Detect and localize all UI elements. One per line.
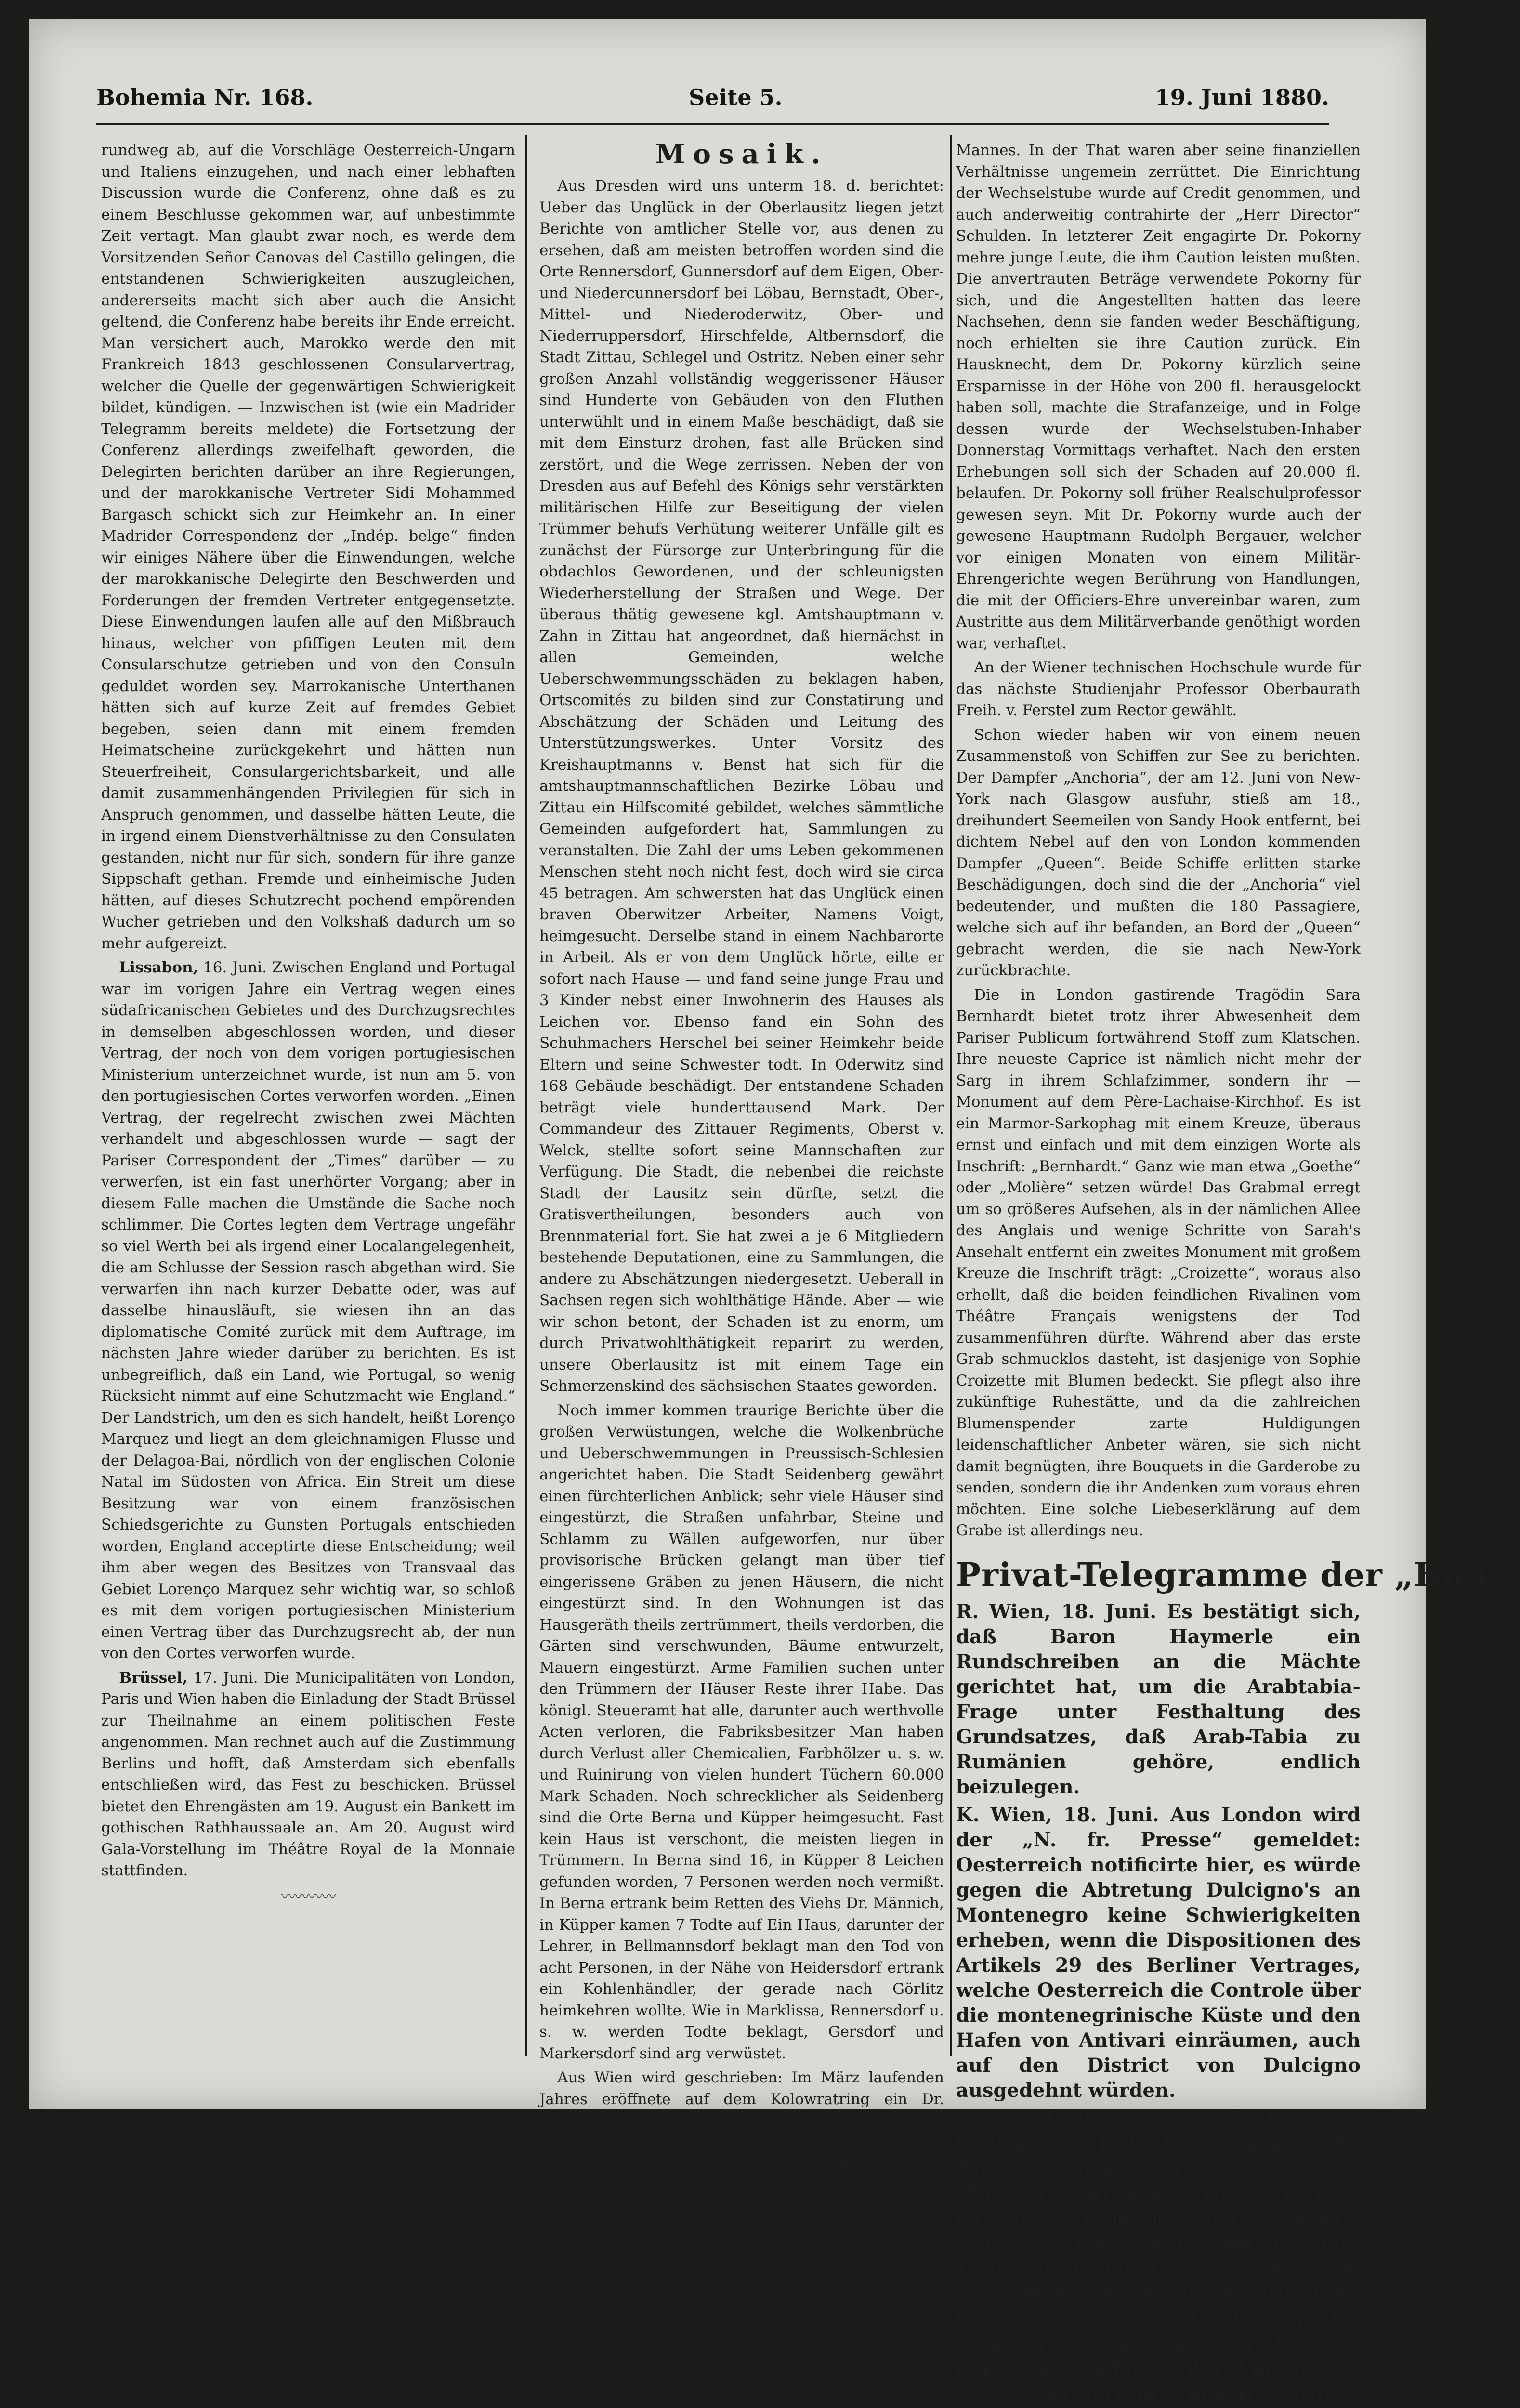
article-bernhardt: Die in London gastirende Tragödin Sara Bernhardt bietet trotz ihrer Abwesenheit dem Pariser Publicum fortwährend Stoff zum Klatschen. Ihre neueste Caprice ist nämlich nicht mehr der Sarg in ihrem Schlafzimmer, sondern ihr — Monument auf dem Père-Lachaise-Kirchhof. Es ist ein Marmor-Sarkophag mit einem Kreuze, überaus ernst und einfach und mit dem einzigen Worte als Inschrift: „Bernhardt.“ Ganz wie man etwa „Goethe“ oder „Molière“ setzen würde! Das Grabmal erregt um so größeres Aufsehen, als in der nämlichen Allee des Anglais und wenige Schritte von Sarah's Ansehalt entfernt ein zweites Monument mit großem Kreuze die Inschrift trägt: „Croizette“, woraus also erhellt, daß die beiden feindlichen Rivalinen vom Théâtre Français wenigstens der Tod zusammenführen dürfte. Während aber das erste Grab schmucklos dasteht, ist dasjenige von Sophie Croizette mit Blumen bedeckt. Sie pflegt also ihre zukünftige Ruhestätte, und da die zahlreichen Blumenspender zarte Huldigungen leidenschaftlicher Anbeter wären, sie sich nicht damit begnügten, ihre Bouquets in die Garderobe zu senden, sondern die ihr Andenken zum voraus ehren möchten. Eine solche Liebeserklärung auf dem Grabe ist allerdings neu.: [956, 984, 1361, 1542]
newspaper-page: [29, 19, 1426, 2109]
section-title-mosaik: Mosaik.: [539, 140, 944, 169]
telegram-berlin: —m— Berlin, 18. Juni. Bei der heutigen Debatte über die Kirchenvorlage sagte der Cultus-Minister Puttkamer: Diese Vorlage ist das fundamentalste Gesetz, welches seit Jahrzehnten dem Landtage gemacht worden ist. Wenn die Vorlage angenommen wird, dann hoffe ich, wird die Centrumspartei allmälig verdunsten, das ist der politische Gedanke der Vorlage. — Diese Erklärung macht großes: [956, 2106, 1361, 2408]
article-wien-pokorny: Aus Wien wird geschrieben: Im März laufenden Jahres eröffnete auf dem Kolowratring ein Dr. Philipp Ignaz Pokorny eine Wechselstube „zur Continentalbank.“ Auf der riesigen Firmatafel, die über dem Portale angebracht war, stand der Name des Wechselstuben-Inhabers und die Worte: „Continentalbank“ mit großen Lettern, dagegen war das Wörtchen „zur“ so klein geschrieben, daß man es mit unbewaffneten Augen fast nicht sehen konnte. Dr. Pokorny gerirte sich auch als Director der Continentalbank und gab sich den Anschein eines vermögenden: [539, 2067, 944, 2324]
article-lissabon: [101, 957, 515, 1664]
article-morocco: rundweg ab, auf die Vorschläge Oesterreich-Ungarn und Italiens einzugehen, und nach einer lebhaften Discussion wurde die Conferenz, ohne daß es zu einem Beschlusse gekommen war, auf unbestimmte Zeit vertagt. Man glaubt zwar noch, es werde dem Vorsitzenden Señor Canovas del Castillo gelingen, die entstandenen Schwierigkeiten auszugleichen, andererseits macht sich aber auch die Ansicht geltend, die Conferenz habe bereits ihr Ende erreicht. Man versichert auch, Marokko werde den mit Frankreich 1843 geschlossenen Consularvertrag, welcher die Quelle der gegenwärtigen Schwierigkeit bildet, kündigen. — Inzwischen ist (wie ein Madrider Telegramm bereits meldete) die Fortsetzung der Conferenz allerdings zweifelhaft geworden, die Delegirten berichten darüber an ihre Regierungen, und der marokkanische Vertreter Sidi Mohammed Bargasch schickt sich zur Heimkehr an. In einer Madrider Correspondenz der „Indép. belge“ finden wir einiges Nähere über die Einwendungen, welche der marokkanische Delegirte den Beschwerden und Forderungen der fremden Vertreter entgegensetzte. Diese Einwendungen laufen alle auf den Mißbrauch hinaus, welcher von pfiffigen Leuten mit dem Consularschutze getrieben und von den Consuln geduldet worden sey. Marrokanische Unterthanen hätten sich auf kurze Zeit auf fremdes Gebiet begeben, seien dann mit einem fremden Heimatscheine zurückgekehrt und hätten nun Steuerfreiheit, Consulargerichtsbarkeit, und alle damit zusammenhängenden Privilegien für sich in Anspruch genommen, und dasselbe hätten Leute, die in irgend einem Dienstverhältnisse zu den Consulaten gestanden, nicht nur für sich, sondern für ihre ganze Sippschaft gethan. Fremde und einheimische Juden hätten, auf dieses Schutzrecht pochend empörenden Wucher getrieben und den Volkshaß dadurch um so mehr aufgereizt.: [101, 140, 515, 954]
page-number: Seite 5.: [689, 84, 783, 110]
article-pokorny-cont: Mannes. In der That waren aber seine finanziellen Verhältnisse ungemein zerrüttet. Die Einrichtung der Wechselstube wurde auf Credit genommen, und auch anderweitig contrahirte der „Herr Director“ Schulden. In letzterer Zeit engagirte Dr. Pokorny mehre junge Leute, die ihm Caution leisten mußten. Die anvertrauten Beträge verwendete Pokorny für sich, und die Angestellten hatten das leere Nachsehen, denn sie fanden weder Beschäftigung, noch erhielten sie ihre Caution zurück. Ein Hausknecht, dem Dr. Pokorny kürzlich seine Ersparnisse in der Höhe von 200 fl. herausgelockt haben soll, machte die Strafanzeige, und in Folge dessen wurde der Wechselstuben-Inhaber Donnerstag Vormittags verhaftet. Nach den ersten Erhebungen soll sich der Schaden auf 20.000 fl. belaufen. Dr. Pokorny soll früher Realschulprofessor gewesen seyn. Mit Dr. Pokorny wurde auch der gewesene Hauptmann Rudolph Bergauer, welcher vor einigen Monaten von einem Militär-Ehrengerichte wegen Berührung von Handlungen, die mit der Officiers-Ehre unvereinbar waren, zum Austritte aus dem Militärverbande genöthigt worden war, verhaftet.: [956, 140, 1361, 654]
running-head: [96, 84, 1329, 123]
dateline-bruessel: Brüssel,: [119, 1669, 187, 1687]
column-middle: [539, 140, 944, 2056]
masthead-issue: Bohemia Nr. 168.: [96, 84, 313, 110]
column-rule-left: [525, 135, 527, 2056]
article-bruessel: [101, 1667, 515, 1882]
column-left: [101, 140, 515, 2056]
issue-date: 19. Juni 1880.: [1155, 84, 1329, 110]
section-title-telegramme: Privat-Telegramme der „Boh.“: [956, 1556, 1361, 1595]
dateline-lissabon: Lissabon,: [119, 959, 198, 976]
telegram-list: [956, 1599, 1361, 2408]
article-lissabon-body: Zwischen England und Portugal war im vorigen Jahre ein Vertrag wegen eines südafricanischen Gebietes und des Durchzugsrechtes in demselben abgeschlossen worden, und dieser Vertrag, der noch von dem vorigen portugiesischen Ministerium unterzeichnet wurde, ist nun am 5. von den portugiesischen Cortes verworfen worden. „Einen Vertrag, der regelrecht zwischen zwei Mächten verhandelt und abgeschlossen wurde — sagt der Pariser Correspondent der „Times“ darüber — zu verwerfen, ist ein fast unerhörter Vorgang; aber in diesem Falle machen die Umstände die Sache noch schlimmer. Die Cortes legten dem Vertrage ungefähr so viel Werth bei als irgend einer Localangelegenheit, die am Schlusse der Session rasch abgethan wird. Sie verwarfen ihn nach kurzer Debatte oder, was auf dasselbe hinausläuft, sie wiesen ihn an das diplomatische Comité zurück mit dem Auftrage, im nächsten Jahre wieder darüber zu berichten. Es ist unbegreiflich, daß ein Land, wie Portugal, so wenig Rücksicht nimmt auf eine Schutzmacht wie England.“ Der Landstrich, um den es sich handelt, heißt Lorenço Marquez und liegt an dem gleichnamigen Flusse und der Delagoa-Bai, nördlich von der englischen Colonie Natal im Südosten von Africa. Ein Streit um diese Besitzung war von einem französischen Schiedsgerichte zu Gunsten Portugals entschieden worden, England acceptirte diese Entscheidung; weil ihm aber wegen des Besitzes von Transvaal das Gebiet Lorenço Marquez sehr wichtig war, so schloß es mit dem vorigen portugiesischen Ministerium einen Vertrag über das Durchzugsrecht ab, der nun von den Cortes verworfen wurde.: [101, 959, 515, 1662]
article-anchoria: Schon wieder haben wir von einem neuen Zusammenstoß von Schiffen zur See zu berichten. Der Dampfer „Anchoria“, der am 12. Juni von New-York nach Glasgow ausfuhr, stieß am 18., dreihundert Seemeilen von Sandy Hook entfernt, bei dichtem Nebel auf den von London kommenden Dampfer „Queen“. Beide Schiffe erlitten starke Beschädigungen, doch sind die der „Anchoria“ viel bedeutender, und mußten die 180 Passagiere, welche sich auf ihr befanden, an Bord der „Queen“ gebracht werden, die sie nach New-York zurückbrachte.: [956, 724, 1361, 982]
column-right: [956, 140, 1361, 2056]
article-hochschule: An der Wiener technischen Hochschule wurde für das nächste Studienjahr Professor Oberbaurath Freih. v. Ferstel zum Rector gewählt.: [956, 657, 1361, 721]
dateline-bruessel-date: 17. Juni.: [194, 1669, 258, 1687]
article-silesia: Noch immer kommen traurige Berichte über die großen Verwüstungen, welche die Wolkenbrüche und Ueberschwemmungen in Preussisch-Schlesien angerichtet haben. Die Stadt Seidenberg gewährt einen fürchterlichen Anblick; sehr viele Häuser sind eingestürzt, die Straßen unfahrbar, Steine und Schlamm zu Wällen aufgeworfen, nur über provisorische Brücken gelangt man über tief eingerissene Gräben zu jenen Häusern, die nicht eingestürzt sind. In den Wohnungen ist das Hausgeräth theils zertrümmert, theils verdorben, die Gärten sind verschwunden, Bäume entwurzelt, Mauern eingestürzt. Arme Familien suchen unter den Trümmern der Häuser Reste ihrer Habe. Das königl. Steueramt hat alle, darunter auch werthvolle Acten verloren, die Fabriksbesitzer Man haben durch Verlust aller Chemicalien, Farbhölzer u. s. w. und Ruinirung von vielen hundert Tüchern 60.000 Mark Schaden. Noch schrecklicher als Seidenberg sind die Orte Berna und Küpper heimgesucht. Fast kein Haus ist verschont, die meisten liegen in Trümmern. In Berna sind 16, in Küpper 8 Leichen gefunden worden, 7 Personen werden noch vermißt. In Berna ertrank beim Retten des Viehs Dr. Männich, in Küpper kamen 7 Todte auf Ein Haus, darunter der Lehrer, in Bellmannsdorf beklagt man den Tod von acht Personen, in der Nähe von Heidersdorf ertrank ein Kohlenhändler, der gerade nach Görlitz heimkehren wollte. Wie in Marklissa, Rennersdorf u. s. w. werden Todte beklagt, Gersdorf und Markersdorf sind arg verwüstet.: [539, 1400, 944, 2065]
article-dresden: Aus Dresden wird uns unterm 18. d. berichtet: Ueber das Unglück in der Oberlausitz liegen jetzt Berichte von amtlicher Stelle vor, aus denen zu ersehen, daß am meisten betroffen worden sind die Orte Rennersdorf, Gunnersdorf auf dem Eigen, Ober- und Niedercunnersdorf bei Löbau, Bernstadt, Ober-, Mittel- und Niederoderwitz, Ober- und Niederruppersdorf, Hirschfelde, Altbernsdorf, die Stadt Zittau, Schlegel und Ostritz. Neben einer sehr großen Anzahl vollständig weggerissener Häuser sind Hunderte von Gebäuden von den Fluthen unterwühlt und in einem Maße beschädigt, daß sie mit dem Einsturz drohen, fast alle Brücken sind zerstört, und die Wege zerrissen. Neben der von Dresden aus auf Befehl des Königs sehr verstärkten militärischen Hilfe zur Beseitigung der vielen Trümmer behufs Verhütung weiterer Unfälle gilt es zunächst der Fürsorge zur Unterbringung für die obdachlos Gewordenen, und der schleunigsten Wiederherstellung der Straßen und Wege. Der überaus thätig gewesene kgl. Amtshauptmann v. Zahn in Zittau hat angeordnet, daß hiernächst in allen Gemeinden, welche Ueberschwemmungsschäden zu beklagen haben, Ortscomités zu bilden sind zur Constatirung und Abschätzung der Schäden und Leitung des Unterstützungswerkes. Unter Vorsitz des Kreishauptmanns v. Benst hat sich für die amtshauptmannschaftlichen Bezirke Löbau und Zittau ein Hilfscomité gebildet, welches sämmtliche Gemeinden aufgefordert hat, Sammlungen zu veranstalten. Die Zahl der ums Leben gekommenen Menschen steht noch nicht fest, doch wird sie circa 45 betragen. Am schwersten hat das Unglück einen braven Oberwitzer Arbeiter, Namens Voigt, heimgesucht. Derselbe stand in einem Nachbarorte in Arbeit. Als er von dem Unglück hörte, eilte er sofort nach Hause — und fand seine junge Frau und 3 Kinder nebst einer Inwohnerin des Hauses als Leichen vor. Ebenso fand ein Sohn des Schuhmachers Herschel bei seiner Heimkehr beide Eltern und seine Schwester todt. In Oderwitz sind 168 Gebäude beschädigt. Der entstandene Schaden beträgt viele hunderttausend Mark. Der Commandeur des Zittauer Regiments, Oberst v. Welck, stellte sofort seine Mannschaften zur Verfügung. Die Stadt, die nebenbei die reichste Stadt der Lausitz sein dürfte, setzt die Gratisvertheilungen, besonders auch von Brennmaterial fort. Sie hat zwei a je 6 Mitgliedern bestehende Deputationen, eine zu Sammlungen, die andere zu Abschätzungen niedergesetzt. Ueberall in Sachsen regen sich wohlthätige Hände. Aber — wie wir schon betont, der Schaden ist zu enorm, um durch Privatwohlthätigkeit reparirt zu werden, unsere Oberlausitz ist mit einem Tage ein Schmerzenskind des sächsischen Staates geworden.: [539, 175, 944, 1397]
section-divider: 〰〰〰〰: [101, 1886, 515, 1908]
column-rule-right: [950, 135, 952, 2056]
header-rule: [96, 123, 1329, 125]
telegram-wien-2: K. Wien, 18. Juni. Aus London wird der „N. fr. Presse“ gemeldet: Oesterreich notificirte hier, es würde gegen die Abtretung Dulcigno's an Montenegro keine Schwierigkeiten erheben, wenn die Dispositionen des Artikels 29 des Berliner Vertrages, welche Oesterreich die Controle über die montenegrinische Küste und den Hafen von Antivari einräumen, auch auf den District von Dulcigno ausgedehnt würden.: [956, 1803, 1361, 2103]
telegram-wien-1: R. Wien, 18. Juni. Es bestätigt sich, daß Baron Haymerle ein Rundschreiben an die Mächte gerichtet hat, um die Arabtabia-Frage unter Festhaltung des Grundsatzes, daß Arab-Tabia zu Rumänien gehöre, endlich beizulegen.: [956, 1599, 1361, 1800]
article-bruessel-body: Die Municipalitäten von London, Paris und Wien haben die Einladung der Stadt Brüssel zur Theilnahme an einem politischen Feste angenommen. Man rechnet auch auf die Zustimmung Berlins und hofft, daß Amsterdam sich ebenfalls entschließen wird, das Fest zu beschicken. Brüssel bietet den Ehrengästen am 19. August ein Bankett im gothischen Rathhaussaale an. Am 20. August wird Gala-Vorstellung im Théâtre Royal de la Monnaie stattfinden.: [101, 1669, 515, 1880]
dateline-lissabon-date: 16. Juni.: [203, 959, 267, 976]
